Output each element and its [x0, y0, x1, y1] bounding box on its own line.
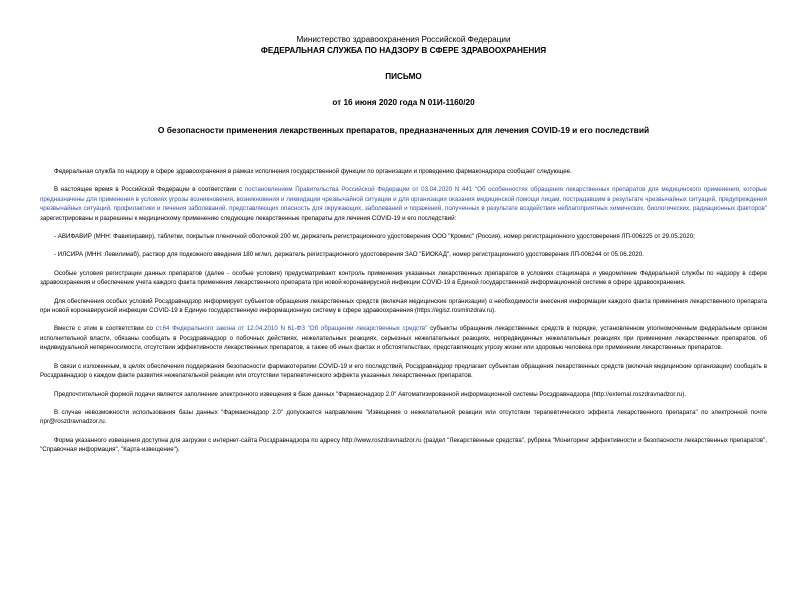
paragraph: Федеральная служба по надзору в сфере здравоохранения в рамках исполнения государственной функции по организации и проведению фармаконадзора сообщает следующее.: [54, 168, 572, 175]
paragraph: [40, 185, 767, 223]
paragraph-text: субъекты обращения лекарственных средств в порядке, установленном уполномоченным федеральным органом исполнительной власти, обязаны сообщать в Росздравнадзор о побочных действиях, нежелательных реакциях, серьезных нежелательных реакциях, непредвиденных нежелательных реакциях при применении лекарственных препаратов, об индивидуальной непереносимости, отсутствии эффективности лекарственных препаратов, а также об иных фактах и обстоятельствах, представляющих угрозу жизни или здоровью человека при применении лекарственных препаратов.: [40, 325, 767, 352]
paragraph: Форма указанного извещения доступна для загрузки с интернет-сайта Росздравнадзора по адресу http://www.roszdravnadzor.ru (раздел "Лекарственные средства", рубрика "Мониторинг эффективности и безопасности лекарственных препаратов", "Справочная информация", "Карта-извещение").: [40, 436, 767, 454]
government-decree-link[interactable]: постановлением Правительства Российской Федерации от 03.04.2020 N 441 "Об особенностях обращения лекарственных препаратов для медицинского применения, которые предназначены для применения в условиях угрозы возникновения, возникновения и ликвидации чрезвычайной ситуации и для организации оказания медицинской помощи лицам, пострадавшим в результате чрезвычайных ситуаций, предупреждения чрезвычайных ситуаций, профилактики и лечения заболеваний, представляющих опасность для окружающих, заболеваний и поражений, полученных в результате воздействия неблагоприятных химических, биологических, радиационных факторов": [40, 186, 767, 213]
paragraph: Особые условия регистрации данных препаратов (далее - особые условия) предусматривают контроль применения указанных лекарственных препаратов в условиях стационара и уведомление Федеральной службы по надзору в сфере здравоохранения и обеспечение учета каждого факта применения лекарственного препарата при новой коронавирусной инфекции COVID-19 в Единой государственной информационной системе в сфере здравоохранения.: [40, 269, 767, 287]
paragraph: Предпочтительной формой подачи является заполнение электронного извещения в базе данных "Фармаконадзор 2.0" Автоматизированной информационной системы Росздравнадзора (http://external.roszdravnadzor.ru).: [54, 390, 687, 398]
paragraph-text: зарегистрированы и разрешены к медицинскому применению следующие лекарственные препараты для лечения COVID-19 и его последствий:: [40, 214, 457, 222]
paragraph: - ИЛСИРА (МНН: Левилимаб), раствор для подкожного введения 180 мг/мл, держатель регистрационного удостоверения ЗАО "БИОКАД", номер регистрационного удостоверения ЛП-006244 от 05.06.2020.: [54, 251, 644, 259]
paragraph: В случае невозможности использования базы данных "Фармаконадзор 2.0" допускается направление "Извещения о нежелательной реакции или отсутствии терапевтического эффекта лекарственного препарата" по электронной почте npr@roszdravnadzor.ru.: [40, 408, 767, 426]
document-date-number: от 16 июня 2020 года N 01И-1160/20: [332, 98, 475, 107]
service-name: ФЕДЕРАЛЬНАЯ СЛУЖБА ПО НАДЗОРУ В СФЕРЕ ЗДРАВООХРАНЕНИЯ: [260, 46, 547, 55]
document-header: [40, 34, 767, 108]
paragraph: Для обеспечения особых условий Росздравнадзор информирует субъектов обращения лекарственных средств (включая медицинские организации) о необходимости внесения информации каждого факта применения лекарственного препарата при новой коронавирусной инфекции COVID-19 в Единую государственную информационную систему в сфере здравоохранения (https://egisz.rosminzdrav.ru).: [40, 297, 767, 315]
paragraph: [40, 324, 767, 352]
document-page: [0, 34, 807, 605]
ministry-name: Министерство здравоохранения Российской Федерации: [296, 35, 511, 44]
paragraph: В связи с изложенным, в целях обеспечения поддержания безопасности фармакотерапии COVID-19 и его последствий, Росздравнадзор предлагает субъектам обращения лекарственных средств (включая медицинские организации) сообщать в Росздравнадзор о каждом факте развития нежелательной реакции или отсутствии терапевтического эффекта указанных лекарственных препаратов.: [40, 362, 767, 380]
paragraph-text: В настоящее время в Российской Федерации в соответствии с: [54, 186, 243, 194]
document-title: О безопасности применения лекарственных препаратов, предназначенных для лечения COVID-19 и его последствий: [157, 125, 650, 135]
federal-law-link[interactable]: ст.64 Федерального закона от 12.04.2010 N 61-ФЗ "Об обращении лекарственных средств": [155, 325, 428, 333]
paragraph-text: Вместе с этим в соответствии со: [54, 325, 153, 333]
paragraph: - АВИФАВИР (МНН: Фавипиравир), таблетки, покрытые пленочной оболочкой 200 мг, держатель регистрационного удостоверения ООО "Кромис" (Россия), номер регистрационного удостоверения ЛП-006225 от 29.05.2020;: [54, 233, 695, 241]
document-type: ПИСЬМО: [385, 72, 422, 81]
